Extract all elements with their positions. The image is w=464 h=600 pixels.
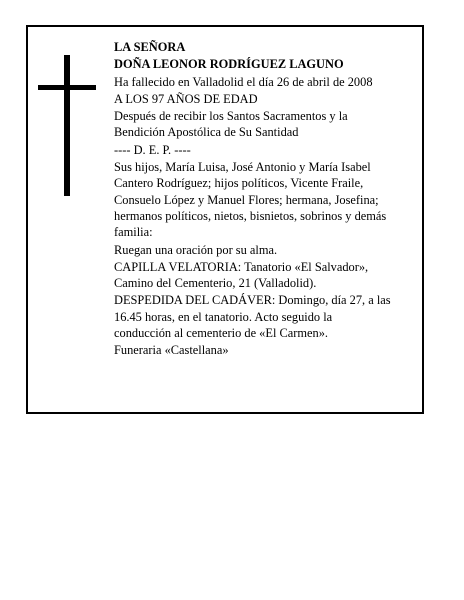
age-statement: A LOS 97 AÑOS DE EDAD (114, 91, 258, 106)
cross-vertical-bar (64, 55, 70, 196)
notice-title: LA SEÑORA (114, 40, 186, 54)
cross-horizontal-bar (38, 85, 96, 90)
chapel-info: CAPILLA VELATORIA: Tanatorio «El Salvador», Camino del Cementerio, 21 (Valladolid). (114, 259, 369, 291)
sacraments-statement: Después de recibir los Santos Sacramentos y la Bendición Apostólica de Su Santidad (114, 109, 348, 140)
prayer-request: Ruegan una oración por su alma. (114, 242, 278, 257)
farewell-info: DESPEDIDA DEL CADÁVER: Domingo, día 27, a las 16.45 horas, en el tanatorio. Acto seguido la conducción al cementerio de «El Carmen». (114, 293, 391, 341)
family-list: Sus hijos, María Luisa, José Antonio y María Isabel Cantero Rodríguez; hijos políticos, Vicente Fraile, Consuelo López y Manuel Flores; hermana, Josefina; hermanos políticos, nietos, bisnietos, sobrinos y demás familia: (114, 160, 387, 240)
rip-line: ---- D. E. P. ---- (114, 142, 191, 157)
deceased-name: DOÑA LEONOR RODRÍGUEZ LAGUNO (114, 57, 344, 72)
funeral-home: Funeraria «Castellana» (114, 343, 229, 358)
death-statement: Ha fallecido en Valladolid el día 26 de abril de 2008 (114, 74, 373, 89)
obituary-text (114, 39, 420, 360)
